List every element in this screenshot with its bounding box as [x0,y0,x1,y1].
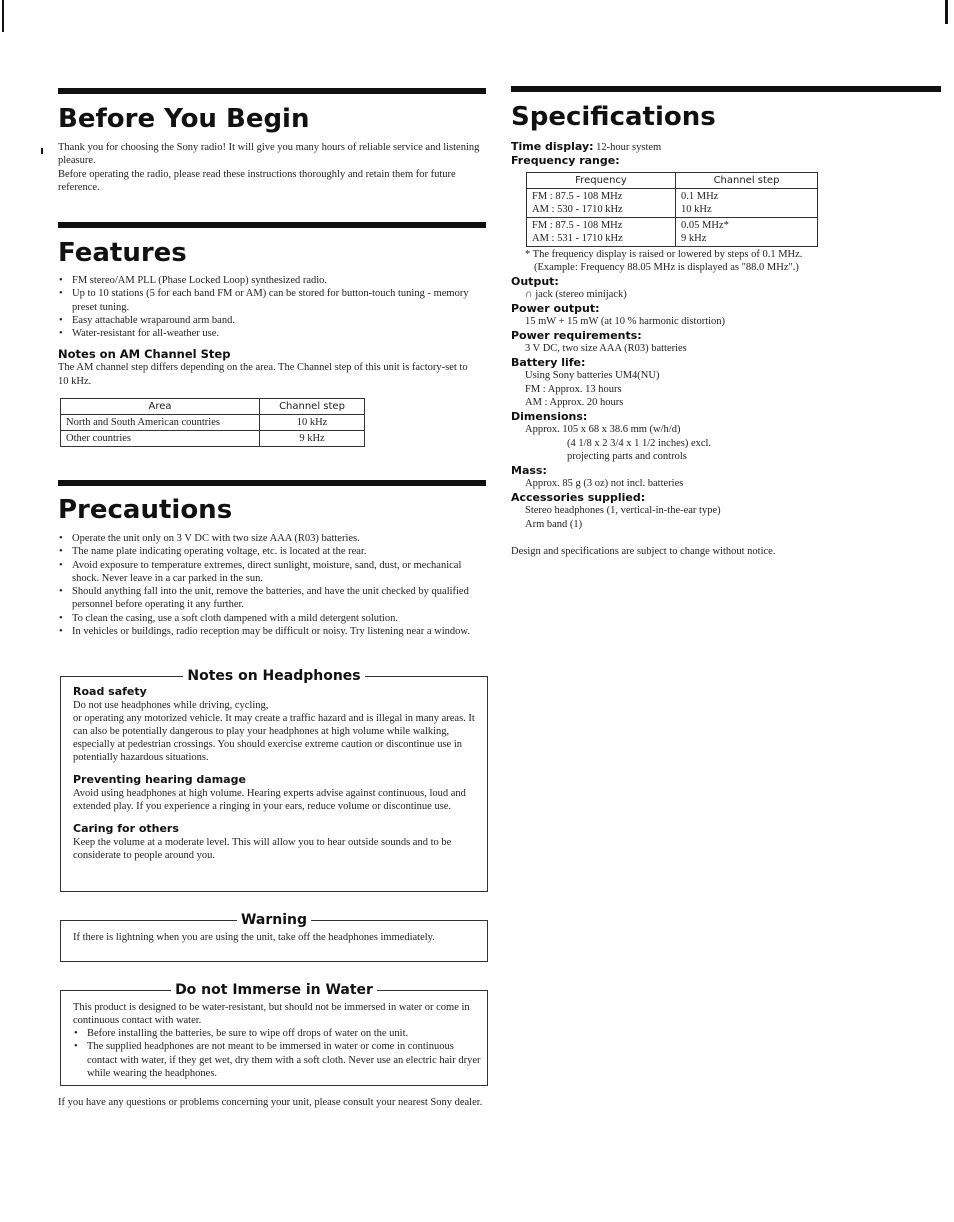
accessories-line: Stereo headphones (1, vertical-in-the-ear type) [525,505,721,517]
box-title [61,981,487,999]
do-not-immerse-text: This product is designed to be water-resistant, but should not be immersed in water or come in continuous contact with water. [73,1002,470,1026]
features-list [58,274,486,340]
accessories-label: Accessories supplied: [511,490,646,504]
output-value: ∩ jack (stereo minijack) [525,289,627,301]
table-header: Channel step [260,399,365,415]
section-rule [58,222,486,228]
output-label: Output: [511,274,559,288]
section-rule [58,88,486,94]
box-body [73,931,483,944]
frequency-fm: FM : 87.5 - 108 MHz [532,191,623,202]
before-you-begin-heading: Before You Begin [58,104,310,134]
list-item: • Water-resistant for all-weather use. [72,327,486,340]
table-cell [527,218,676,247]
dimensions-line: projecting parts and controls [567,451,687,463]
frequency-am: AM : 530 - 1710 kHz [532,204,623,215]
box-title [61,667,487,685]
specifications-heading: Specifications [511,102,716,132]
warning-box [60,912,488,962]
list-item: • The name plate indicating operating voltage, etc. is located at the rear. [72,545,486,558]
footer-contact-paragraph: If you have any questions or problems concerning your unit, please consult your nearest Sony dealer. [58,1097,483,1108]
table-header: Channel step [676,173,818,189]
design-change-note: Design and specifications are subject to change without notice. [511,546,776,558]
box-title [61,911,487,929]
channel-step-am: 10 kHz [681,204,712,215]
table-cell: North and South American countries [61,415,260,431]
power-output-value: 15 mW + 15 mW (at 10 % harmonic distortion) [525,316,726,328]
table-header: Frequency [527,173,676,189]
channel-step-fm: 0.1 MHz [681,191,719,202]
notes-am-channel-step-text: The AM channel step differs depending on the area. The Channel step of this unit is factory-set to 10 kHz. [58,362,468,387]
notes-on-headphones-heading: Notes on Headphones [183,668,364,684]
specs-time-frequency [511,140,941,168]
list-item: • Up to 10 stations (5 for each band FM or AM) can be stored for button-touch tuning - memory preset tuning. [72,287,486,314]
dimensions-line: Approx. 105 x 68 x 38.6 mm (w/h/d) [525,424,681,436]
preventing-hearing-damage-text: Avoid using headphones at high volume. Hearing experts advise against continuous, loud and extended play. If you experience a ringing in your ears, reduce volume or discontinue use. [73,788,466,812]
do-not-immerse-heading: Do not Immerse in Water [171,982,377,998]
frequency-am: AM : 531 - 1710 kHz [532,233,623,244]
table-cell: 9 kHz [260,431,365,447]
precautions-section [58,532,486,638]
table-cell [676,189,818,218]
frequency-range-label: Frequency range: [511,154,620,168]
scan-mark-top-right [945,0,948,24]
features-heading: Features [58,238,187,268]
time-display-label: Time display: [511,140,594,153]
battery-life-line: AM : Approx. 20 hours [525,397,624,409]
road-safety-text-line1: Do not use headphones while driving, cycling, [73,700,269,711]
frequency-fm: FM : 87.5 - 108 MHz [532,220,623,231]
notes-on-headphones-box [60,668,488,892]
reference-paragraph: Before operating the radio, please read these instructions thoroughly and retain them for future reference. [58,168,456,193]
power-output-label: Power output: [511,301,600,315]
list-item: • The supplied headphones are not meant to be immersed in water or come in continuous contact with water, if they get wet, dry them with a soft cloth. Never use an electric hair dryer while wearing the headphones. [87,1040,483,1080]
notes-am-channel-step-heading: Notes on AM Channel Step [58,347,231,362]
caring-for-others-text: Keep the volume at a moderate level. This will allow you to hear outside sounds and to be considerate to people around you. [73,837,452,861]
frequency-footnote-2: (Example: Frequency 88.05 MHz is displayed as "88.0 MHz".) [534,262,799,274]
accessories-line: Arm band (1) [525,518,583,530]
list-item: • In vehicles or buildings, radio reception may be difficult or noisy. Try listening near a window. [72,625,486,638]
do-not-immerse-list [73,1027,483,1080]
road-safety-heading: Road safety [73,685,147,698]
list-item: • Should anything fall into the unit, remove the batteries, and have the unit checked by qualified personnel before operating it any further. [72,585,486,612]
list-item: • FM stereo/AM PLL (Phase Locked Loop) synthesized radio. [72,274,486,287]
warning-heading: Warning [237,912,311,928]
mass-label: Mass: [511,463,547,477]
box-body [73,1001,483,1080]
footer-contact-text [58,1096,486,1109]
caring-for-others-heading: Caring for others [73,822,179,835]
do-not-immerse-box [60,982,488,1086]
scan-mark-bullet-left [41,148,43,154]
frequency-range-table [526,172,818,247]
table-cell [676,218,818,247]
list-item: • To clean the casing, use a soft cloth dampened with a mild detergent solution. [72,612,486,625]
channel-step-am: 9 kHz [681,233,707,244]
battery-life-line: FM : Approx. 13 hours [525,383,622,395]
features-section [58,274,486,388]
table-cell: Other countries [61,431,260,447]
channel-step-fm: 0.05 MHz* [681,220,729,231]
dimensions-label: Dimensions: [511,409,588,423]
road-safety-text: or operating any motorized vehicle. It may create a traffic hazard and is illegal in many areas. It can also be potentially dangerous to play your headphones at high volume while walking, especially at pedestrian crossings. You should exercise extreme caution or discontinue use in potentially hazardous situations. [73,713,475,763]
intro-paragraph: Thank you for choosing the Sony radio! It will give you many hours of reliable service and listening pleasure. [58,142,480,167]
table-cell: 10 kHz [260,415,365,431]
section-rule [58,480,486,486]
list-item: • Easy attachable wraparound arm band. [72,314,486,327]
power-requirements-value: 3 V DC, two size AAA (R03) batteries [525,343,687,355]
list-item: • Operate the unit only on 3 V DC with two size AAA (R03) batteries. [72,532,486,545]
before-you-begin-text [58,141,486,194]
mass-value: Approx. 85 g (3 oz) not incl. batteries [525,478,684,490]
specs-details [511,248,941,558]
section-rule [511,86,941,92]
dimensions-line: (4 1/8 x 2 3/4 x 1 1/2 inches) excl. [567,437,712,449]
battery-life-label: Battery life: [511,355,586,369]
list-item: • Before installing the batteries, be sure to wipe off drops of water on the unit. [87,1027,483,1040]
battery-life-line: Using Sony batteries UM4(NU) [525,370,660,382]
box-body [73,685,483,862]
list-item: • Avoid exposure to temperature extremes, direct sunlight, moisture, sand, dust, or mechanical shock. Never leave in a car parked in the sun. [72,559,486,586]
frequency-footnote-1: * The frequency display is raised or lowered by steps of 0.1 MHz. [525,249,803,260]
time-display-value: 12-hour system [596,142,662,153]
table-cell [527,189,676,218]
scan-mark-top-left [2,0,4,32]
precautions-list [58,532,486,638]
power-requirements-label: Power requirements: [511,328,642,342]
am-channel-step-table [60,398,365,447]
preventing-hearing-damage-heading: Preventing hearing damage [73,773,246,786]
table-header: Area [61,399,260,415]
warning-text: If there is lightning when you are using the unit, take off the headphones immediately. [73,932,435,943]
precautions-heading: Precautions [58,495,233,525]
